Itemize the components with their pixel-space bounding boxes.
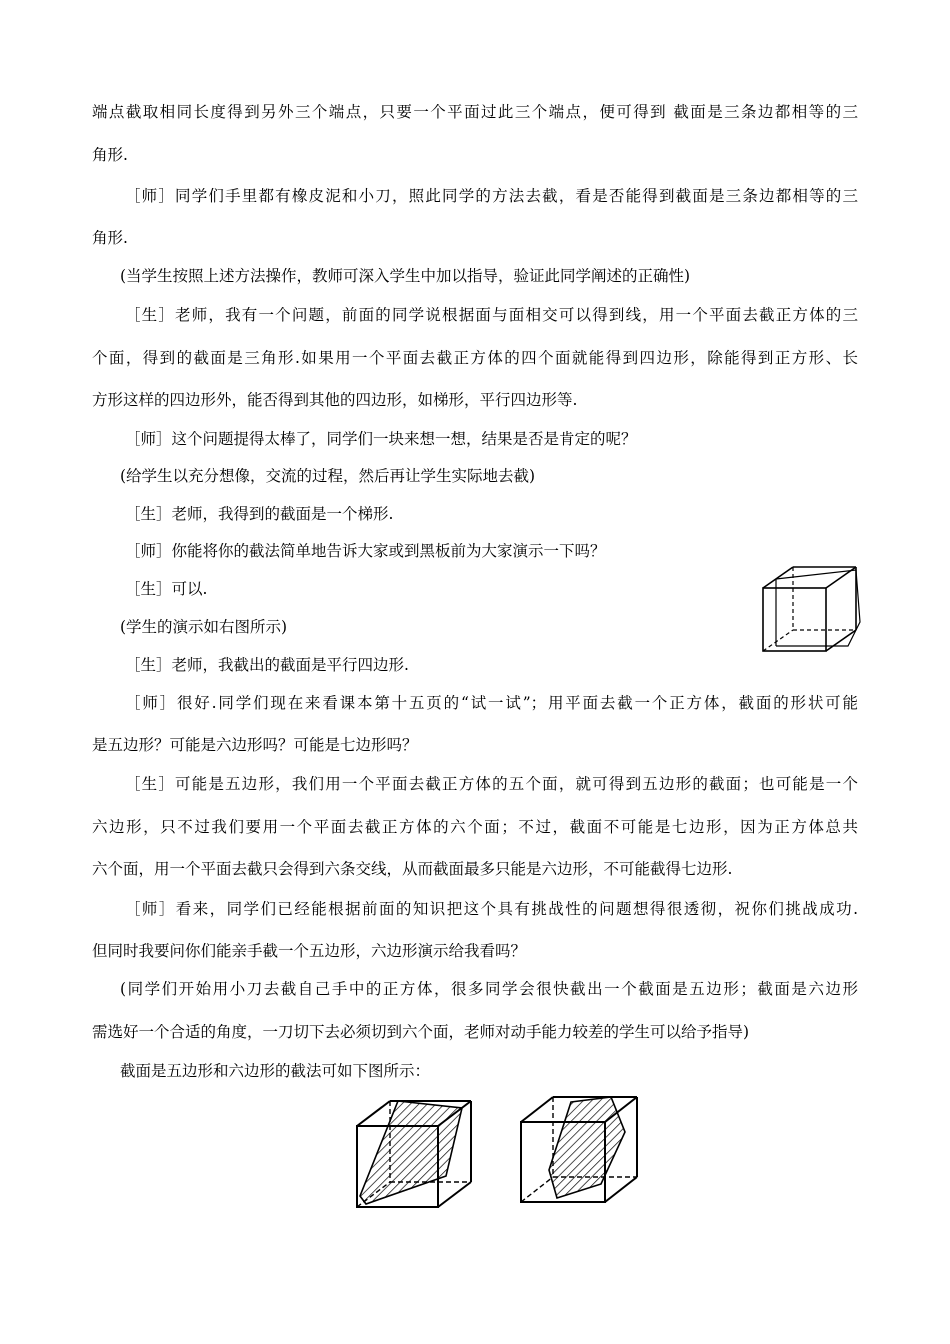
paragraph-14-line-1: ［师］看来，同学们已经能根据前面的知识把这个具有挑战性的问题想得很透彻，祝你们挑战成功. [125, 900, 858, 918]
trapezoid-section-cube-figure [756, 562, 866, 658]
paragraph-7-line-1: ［生］老师，我得到的截面是一个梯形. [125, 505, 394, 523]
paragraph-5-line-1: ［师］这个问题提得太棒了，同学们一块来想一想，结果是否是肯定的呢？ [125, 430, 637, 448]
paragraph-3-line-1: (当学生按照上述方法操作，教师可深入学生中加以指导，验证此同学阐述的正确性) [120, 267, 691, 285]
paragraph-1-line-1: 端点截取相同长度得到另外三个端点，只要一个平面过此三个端点，便可得到 截面是三条边都相等的三 [92, 103, 858, 121]
paragraph-13-line-2: 六边形，只不过我们要用一个平面去截正方体的六个面；不过，截面不可能是七边形，因为正方体总共 [92, 818, 858, 836]
paragraph-11-line-1: ［生］老师，我截出的截面是平行四边形. [125, 656, 409, 674]
paragraph-15-line-2: 需选好一个合适的角度，一刀切下去必须切到六个面，老师对动手能力较差的学生可以给予指导) [92, 1023, 750, 1041]
paragraph-9-line-1: ［生］可以. [125, 580, 208, 598]
paragraph-4-line-2: 个面，得到的截面是三角形.如果用一个平面去截正方体的四个面就能得到四边形，除能得到正方形、长 [92, 349, 858, 367]
paragraph-13-line-1: ［生］可能是五边形，我们用一个平面去截正方体的五个面，就可得到五边形的截面；也可能是一个 [125, 775, 858, 793]
paragraph-2-line-1: ［师］同学们手里都有橡皮泥和小刀，照此同学的方法去截，看是否能得到截面是三条边都相等的三 [125, 187, 858, 205]
paragraph-13-line-3: 六个面，用一个平面去截只会得到六条交线，从而截面最多只能是六边形，不可能截得七边形. [92, 860, 733, 878]
cube-front-face [763, 588, 826, 651]
paragraph-1-line-2: 角形. [92, 146, 128, 164]
pentagon-section-cube-figure [350, 1096, 480, 1214]
paragraph-6-line-1: (给学生以充分想像，交流的过程，然后再让学生实际地去截) [120, 467, 536, 485]
paragraph-12-line-2: 是五边形？可能是六边形吗？可能是七边形吗？ [92, 736, 418, 754]
paragraph-10-line-1: (学生的演示如右图所示) [120, 618, 288, 636]
paragraph-12-line-1: ［师］很好.同学们现在来看课本第十五页的“试一试”；用平面去截一个正方体，截面的形状可能 [125, 694, 858, 712]
paragraph-15-line-1: (同学们开始用小刀去截自己手中的正方体，很多同学会很快截出一个截面是五边形；截面是六边形 [120, 980, 858, 998]
paragraph-4-line-3: 方形这样的四边形外，能否得到其他的四边形，如梯形，平行四边形等. [92, 391, 578, 409]
paragraph-2-line-2: 角形. [92, 229, 128, 247]
hexagon-section-cube-figure [515, 1092, 643, 1210]
paragraph-8-line-1: ［师］你能将你的截法简单地告诉大家或到黑板前为大家演示一下吗？ [125, 542, 606, 560]
paragraph-16-line-1: 截面是五边形和六边形的截法可如下图所示： [120, 1062, 431, 1080]
paragraph-4-line-1: ［生］老师，我有一个问题，前面的同学说根据面与面相交可以得到线，用一个平面去截正方体的三 [125, 306, 858, 324]
paragraph-14-line-2: 但同时我要问你们能亲手截一个五边形，六边形演示给我看吗？ [92, 942, 527, 960]
